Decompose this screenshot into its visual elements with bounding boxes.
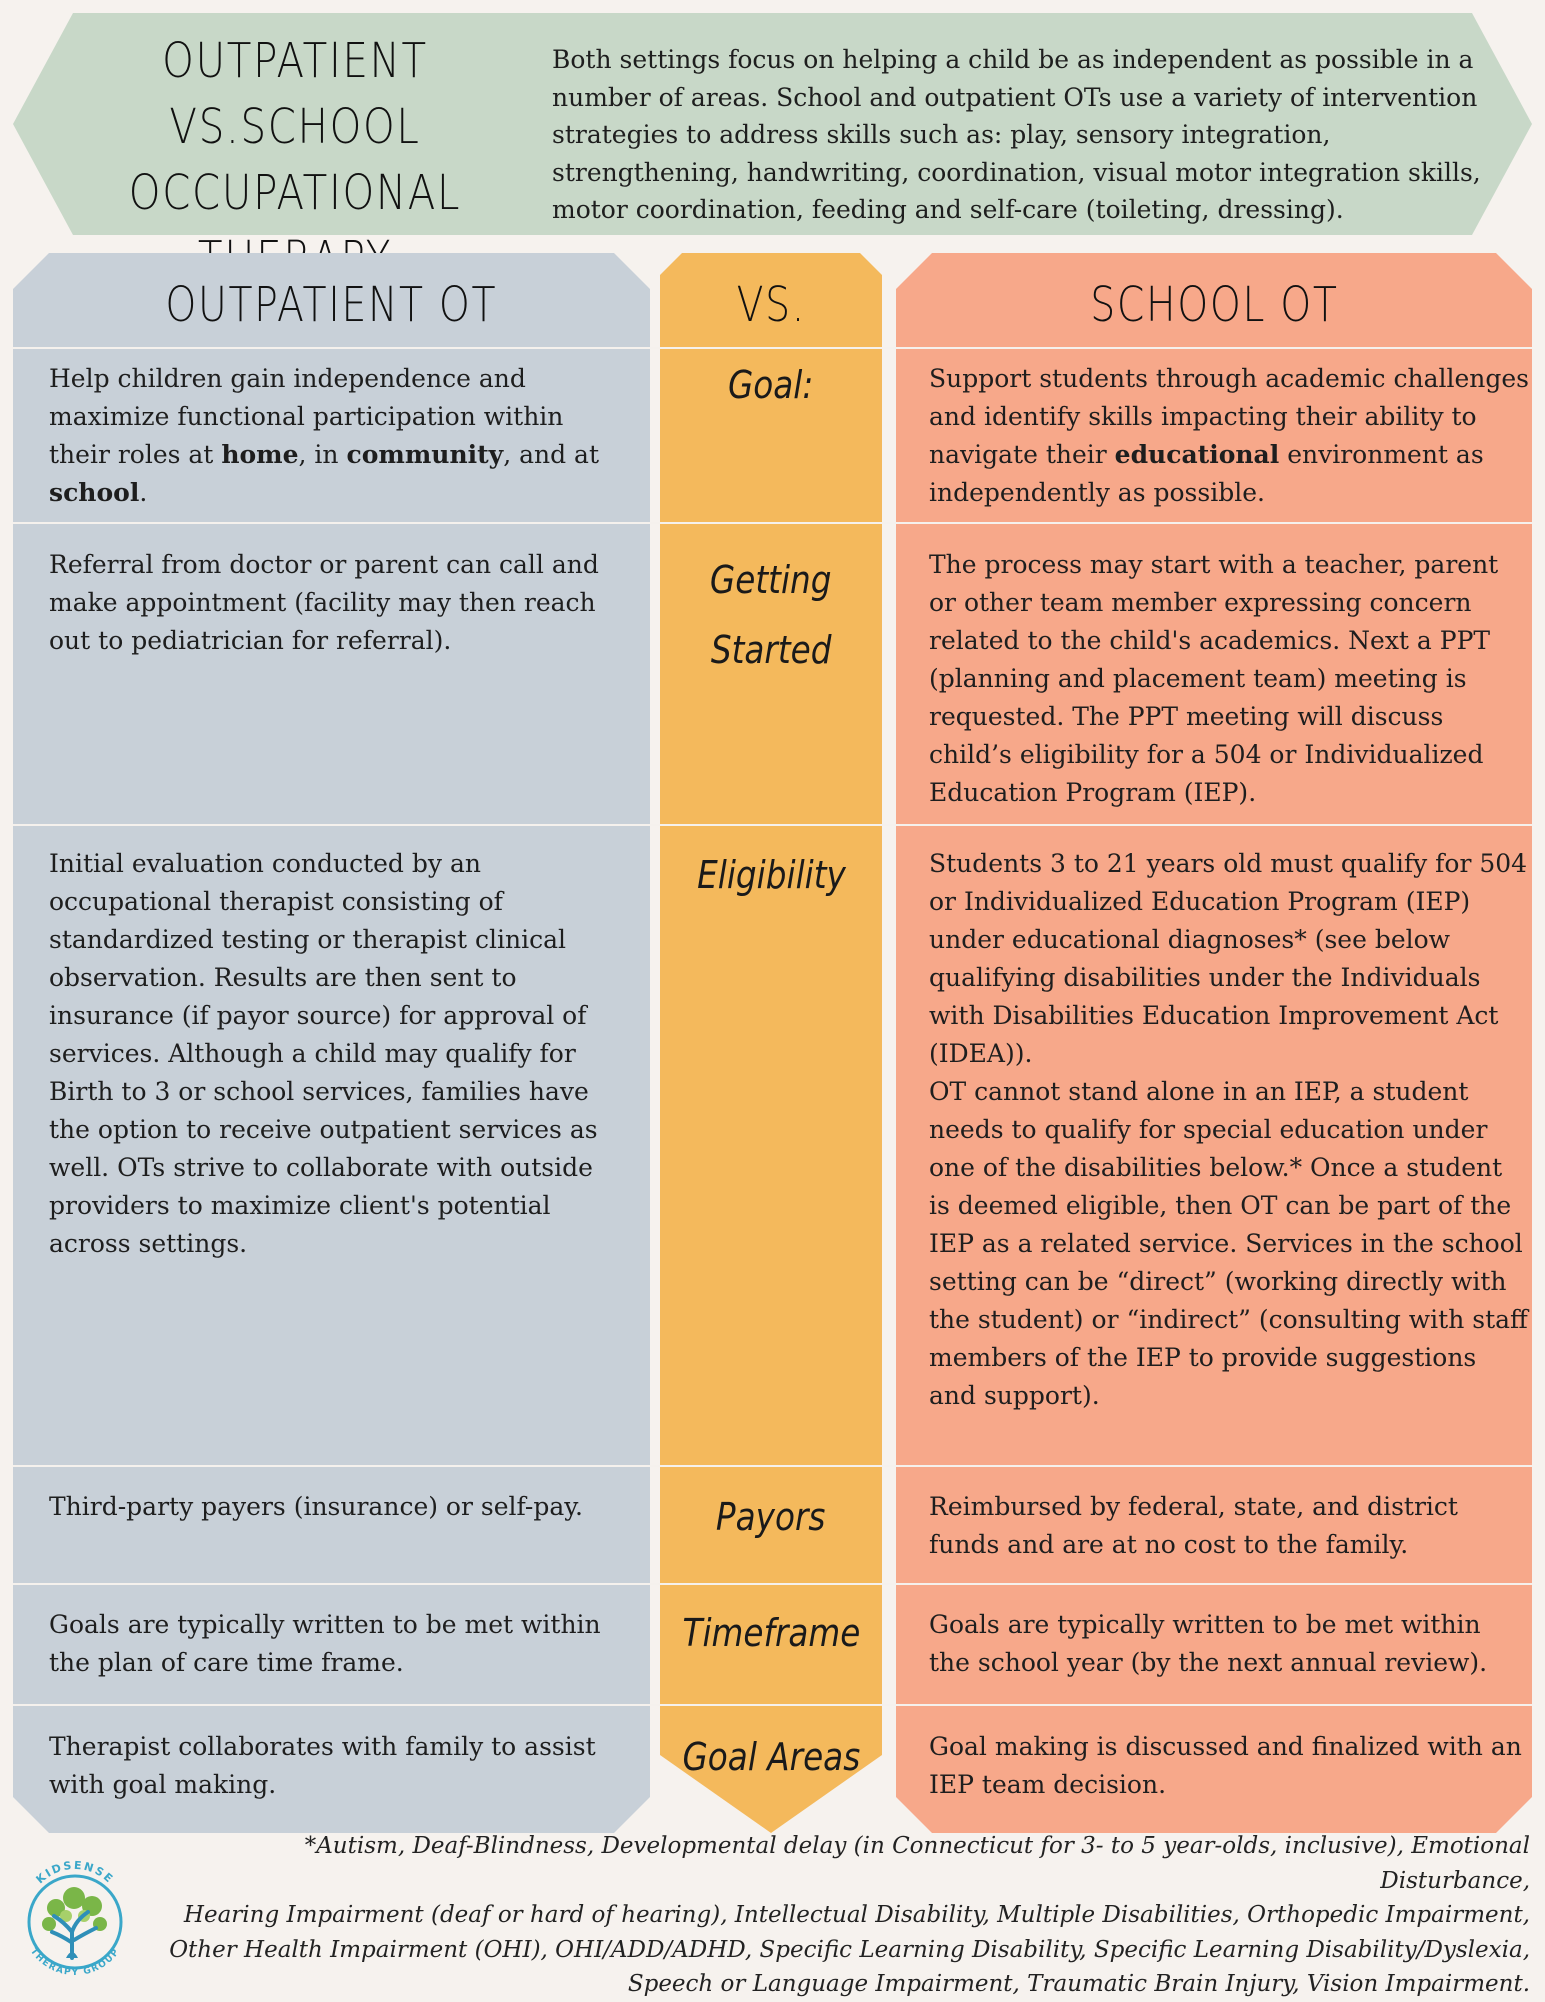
outpatient-goal-text: Help children gain independence and maximize functional participation within their roles at home, in community, and at school. <box>49 364 600 507</box>
row-label-payors: Payors <box>716 1495 826 1539</box>
vs-column <box>660 253 882 1833</box>
outpatient-getting-started-text: Referral from doctor or parent can call and make appointment (facility may then reach out to pediatrician for referral). <box>49 550 599 655</box>
page-title <box>98 28 493 292</box>
outpatient-timeframe-text: Goals are typically written to be met within the plan of care time frame. <box>49 1610 601 1677</box>
row-label-timeframe: Timeframe <box>682 1611 860 1655</box>
outpatient-eligibility-text: Initial evaluation conducted by an occupational therapist consisting of standardized testing or therapist clinical observation. Results are then sent to insurance (if payor source) for approval of services. Although a child may qualify for Birth to 3 or school services, families have the option to receive outpatient services as well. OTs strive to collaborate with outside providers to maximize client's potential across settings. <box>49 849 598 1258</box>
row-divider <box>13 1704 1532 1706</box>
school-getting-started-text: The process may start with a teacher, parent or other team member expressing concern related to the child's academics. Next a PPT (planning and placement team) meeting is requested. The PPT meeting will discuss child’s eligibility for a 504 or Individualized Education Program (IEP). <box>929 550 1499 807</box>
row-divider <box>13 522 1532 524</box>
school-payors-text: Reimbursed by federal, state, and district funds and are at no cost to the family. <box>929 1492 1458 1559</box>
row-label-getting-started: Getting Started <box>710 558 832 672</box>
row-label-goal-areas: Goal Areas <box>682 1735 860 1779</box>
intro-text: Both settings focus on helping a child be as independent as possible in a number of areas. School and outpatient OTs use a variety of intervention strategies to address skills such as: play, sensory integration, strengthening, handwriting, coordination, visual motor integration skills, motor coordination, feeding and self-care (toileting, dressing). <box>552 45 1481 224</box>
row-divider <box>13 1465 1532 1467</box>
title-line: OUTPATIENT VS.SCHOOL <box>162 33 428 155</box>
school-eligibility-text: Students 3 to 21 years old must qualify for 504 or Individualized Education Program (IEP) under educational diagnoses* (see below qualifying disabilities under the Individuals with Disabilities Education Improvement Act (IDEA)). OT cannot stand alone in an IEP, a student needs to qualify for special education under one of the disabilities below.* Once a student is deemed eligible, then OT can be part of the IEP as a related service. Services in the school setting can be “direct” (working directly with the student) or “indirect” (consulting with staff members of the IEP to provide suggestions and support). <box>929 849 1528 1410</box>
row-label-goal: Goal: <box>728 363 814 407</box>
school-timeframe-text: Goals are typically written to be met within the school year (by the next annual review). <box>929 1610 1488 1677</box>
school-goal-areas-text: Goal making is discussed and finalized with an IEP team decision. <box>929 1732 1522 1799</box>
svg-text:KIDSENSE: KIDSENSE <box>33 1858 117 1887</box>
title-line: OCCUPATIONAL <box>128 165 462 221</box>
row-divider <box>13 1583 1532 1585</box>
row-divider <box>13 824 1532 826</box>
svg-text:THERAPY GROUP: THERAPY GROUP <box>27 1946 123 1979</box>
column-header-school: SCHOOL OT <box>1089 277 1339 333</box>
outpatient-payors-text: Third-party payers (insurance) or self-pay. <box>49 1492 583 1521</box>
row-divider <box>13 347 1532 349</box>
outpatient-goal-areas-text: Therapist collaborates with family to assist with goal making. <box>49 1732 596 1799</box>
school-goal-text: Support students through academic challenges and identify skills impacting their ability to navigate their educational environment as independently as possible. <box>929 364 1530 507</box>
kidsense-logo <box>14 1846 136 1986</box>
column-header-vs: VS. <box>736 277 806 333</box>
footnote-disabilities: *Autism, Deaf-Blindness, Developmental delay (in Connecticut for 3- to 5 year-olds, inclusive), Emotional Disturbance, Hearing Impairment (deaf or hard of hearing), Intellectual Disability, Multiple Disabilities, Orthopedic Impairment, Other Health Impairment (OHI), OHI/ADD/ADHD, Specific Learning Disability, Specific Learning Disability/Dyslexia, Speech or Language Impairment, Traumatic Brain Injury, Vision Impairment. <box>169 1833 1530 1997</box>
column-header-outpatient: OUTPATIENT OT <box>165 277 498 333</box>
row-label-eligibility: Eligibility <box>696 853 846 897</box>
